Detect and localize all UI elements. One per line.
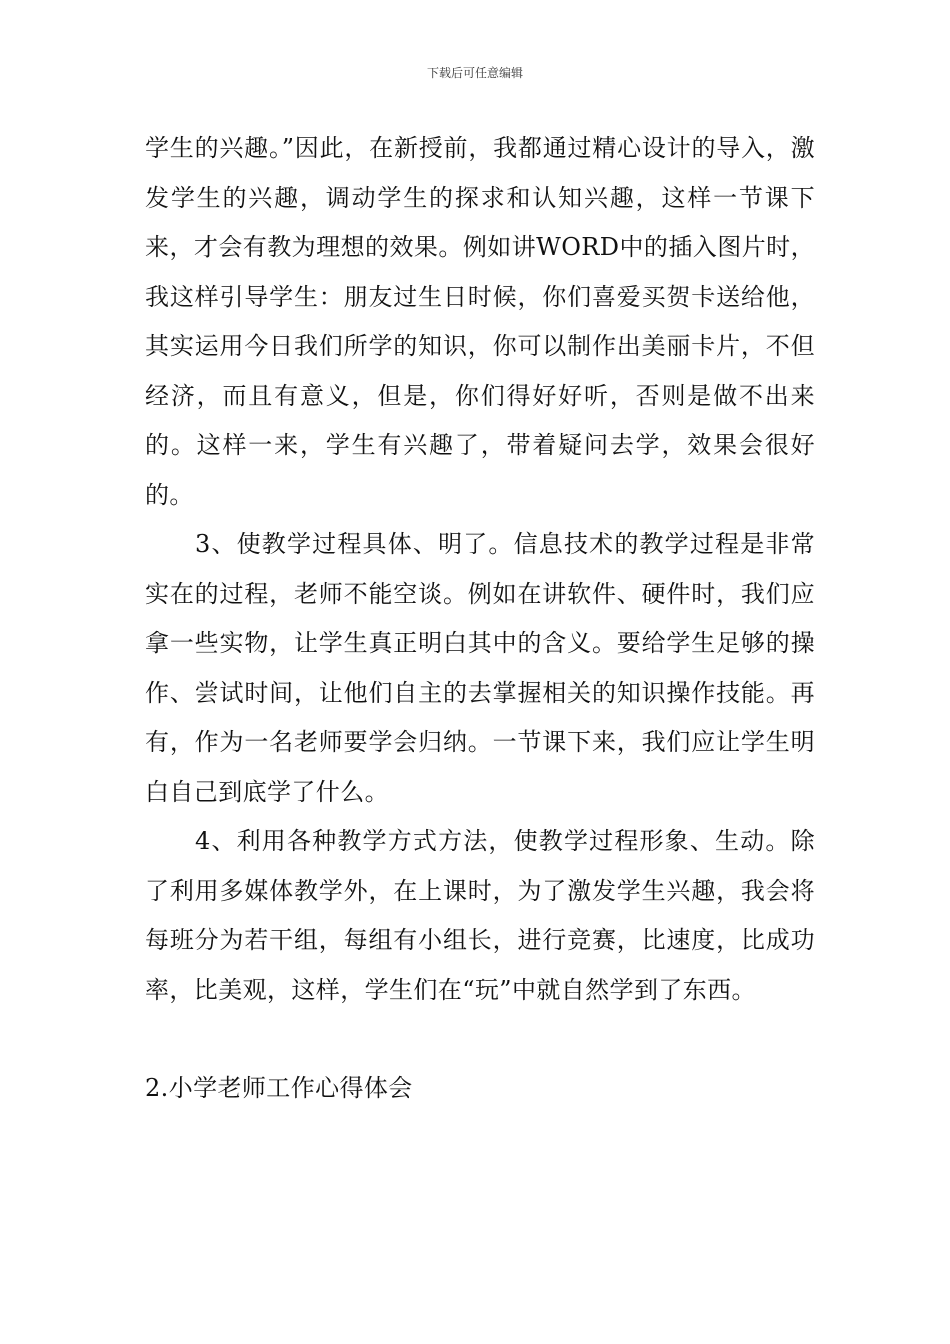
page-header: 下载后可任意编辑 [426, 66, 523, 80]
section-heading: 2.小学老师工作心得体会 [145, 1074, 413, 1102]
paragraph-continuation: 学生的兴趣。”因此，在新授前，我都通过精心设计的导入，激发学生的兴趣，调动学生的探求和认知兴趣，这样一节课下来，才会有教为理想的效果。例如讲WORD中的插入图片时，我这样引导学生：朋友过生日时候，你们喜爱买贺卡送给他，其实运用今日我们所学的知识，你可以制作出美丽卡片，不但经济，而且有意义，但是，你们得好好听，否则是做不出来的。这样一来，学生有兴趣了，带着疑问去学，效果会很好的。 [145, 134, 815, 509]
document-body [145, 124, 815, 1114]
paragraph-point-4: 4、利用各种教学方式方法，使教学过程形象、生动。除了利用多媒体教学外，在上课时，为了激发学生兴趣，我会将每班分为若干组，每组有小组长，进行竞赛，比速度，比成功率，比美观，这样，学生们在“玩”中就自然学到了东西。 [145, 827, 815, 1004]
paragraph-point-3: 3、使教学过程具体、明了。信息技术的教学过程是非常实在的过程，老师不能空谈。例如在讲软件、硬件时，我们应拿一些实物，让学生真正明白其中的含义。要给学生足够的操作、尝试时间，让他们自主的去掌握相关的知识操作技能。再有，作为一名老师要学会归纳。一节课下来，我们应让学生明白自己到底学了什么。 [145, 530, 815, 806]
